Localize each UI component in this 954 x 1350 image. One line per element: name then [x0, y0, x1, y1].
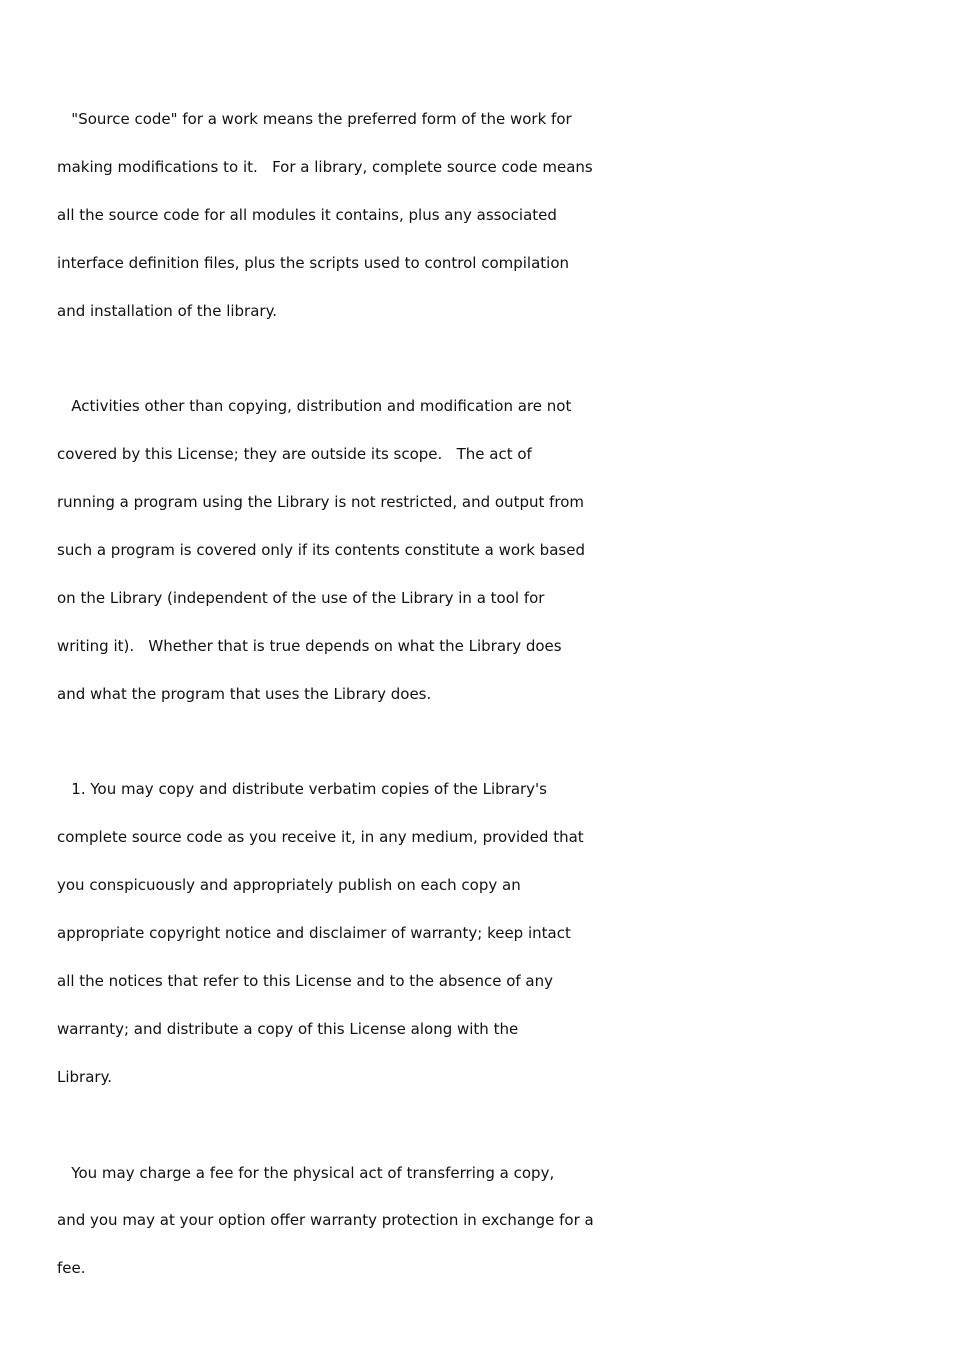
text-line: all the notices that refer to this License and to the absence of any — [57, 972, 554, 991]
text-line: 1. You may copy and distribute verbatim copies of the Library's — [57, 780, 547, 799]
paragraph-gap — [57, 730, 677, 754]
text-line: appropriate copyright notice and disclaimer of warranty; keep intact — [57, 924, 571, 943]
paragraph-gap — [57, 346, 677, 370]
text-line: all the source code for all modules it contains, plus any associated — [57, 205, 557, 224]
text-line: you conspicuously and appropriately publish on each copy an — [57, 876, 521, 895]
text-line: fee. — [57, 1259, 86, 1278]
text-line: on the Library (independent of the use of the Library in a tool for — [57, 588, 545, 607]
paragraph-gap — [57, 1113, 677, 1137]
text-line: warranty; and distribute a copy of this License along with the — [57, 1019, 519, 1038]
paragraph-section-1 — [57, 777, 677, 1088]
text-line: interface definition files, plus the scripts used to control compilation — [57, 253, 570, 272]
text-line: running a program using the Library is not restricted, and output from — [57, 493, 585, 512]
text-line: making modifications to it. For a library, complete source code means — [57, 157, 593, 176]
paragraph-fee — [57, 1161, 677, 1281]
text-line: and what the program that uses the Library does. — [57, 684, 432, 703]
text-line: and you may at your option offer warranty protection in exchange for a — [57, 1211, 594, 1230]
text-line: complete source code as you receive it, in any medium, provided that — [57, 828, 584, 847]
text-line: Activities other than copying, distribution and modification are not — [57, 397, 572, 416]
document-body — [57, 107, 677, 1304]
paragraph-source-code — [57, 107, 677, 323]
text-line: writing it). Whether that is true depends on what the Library does — [57, 636, 562, 655]
text-line: You may charge a fee for the physical act of transferring a copy, — [57, 1163, 555, 1182]
text-line: such a program is covered only if its contents constitute a work based — [57, 541, 585, 560]
paragraph-activities — [57, 394, 677, 705]
text-line: "Source code" for a work means the preferred form of the work for — [57, 110, 572, 128]
text-line: covered by this License; they are outside its scope. The act of — [57, 445, 532, 464]
text-line: Library. — [57, 1067, 113, 1086]
text-line: and installation of the library. — [57, 301, 278, 320]
